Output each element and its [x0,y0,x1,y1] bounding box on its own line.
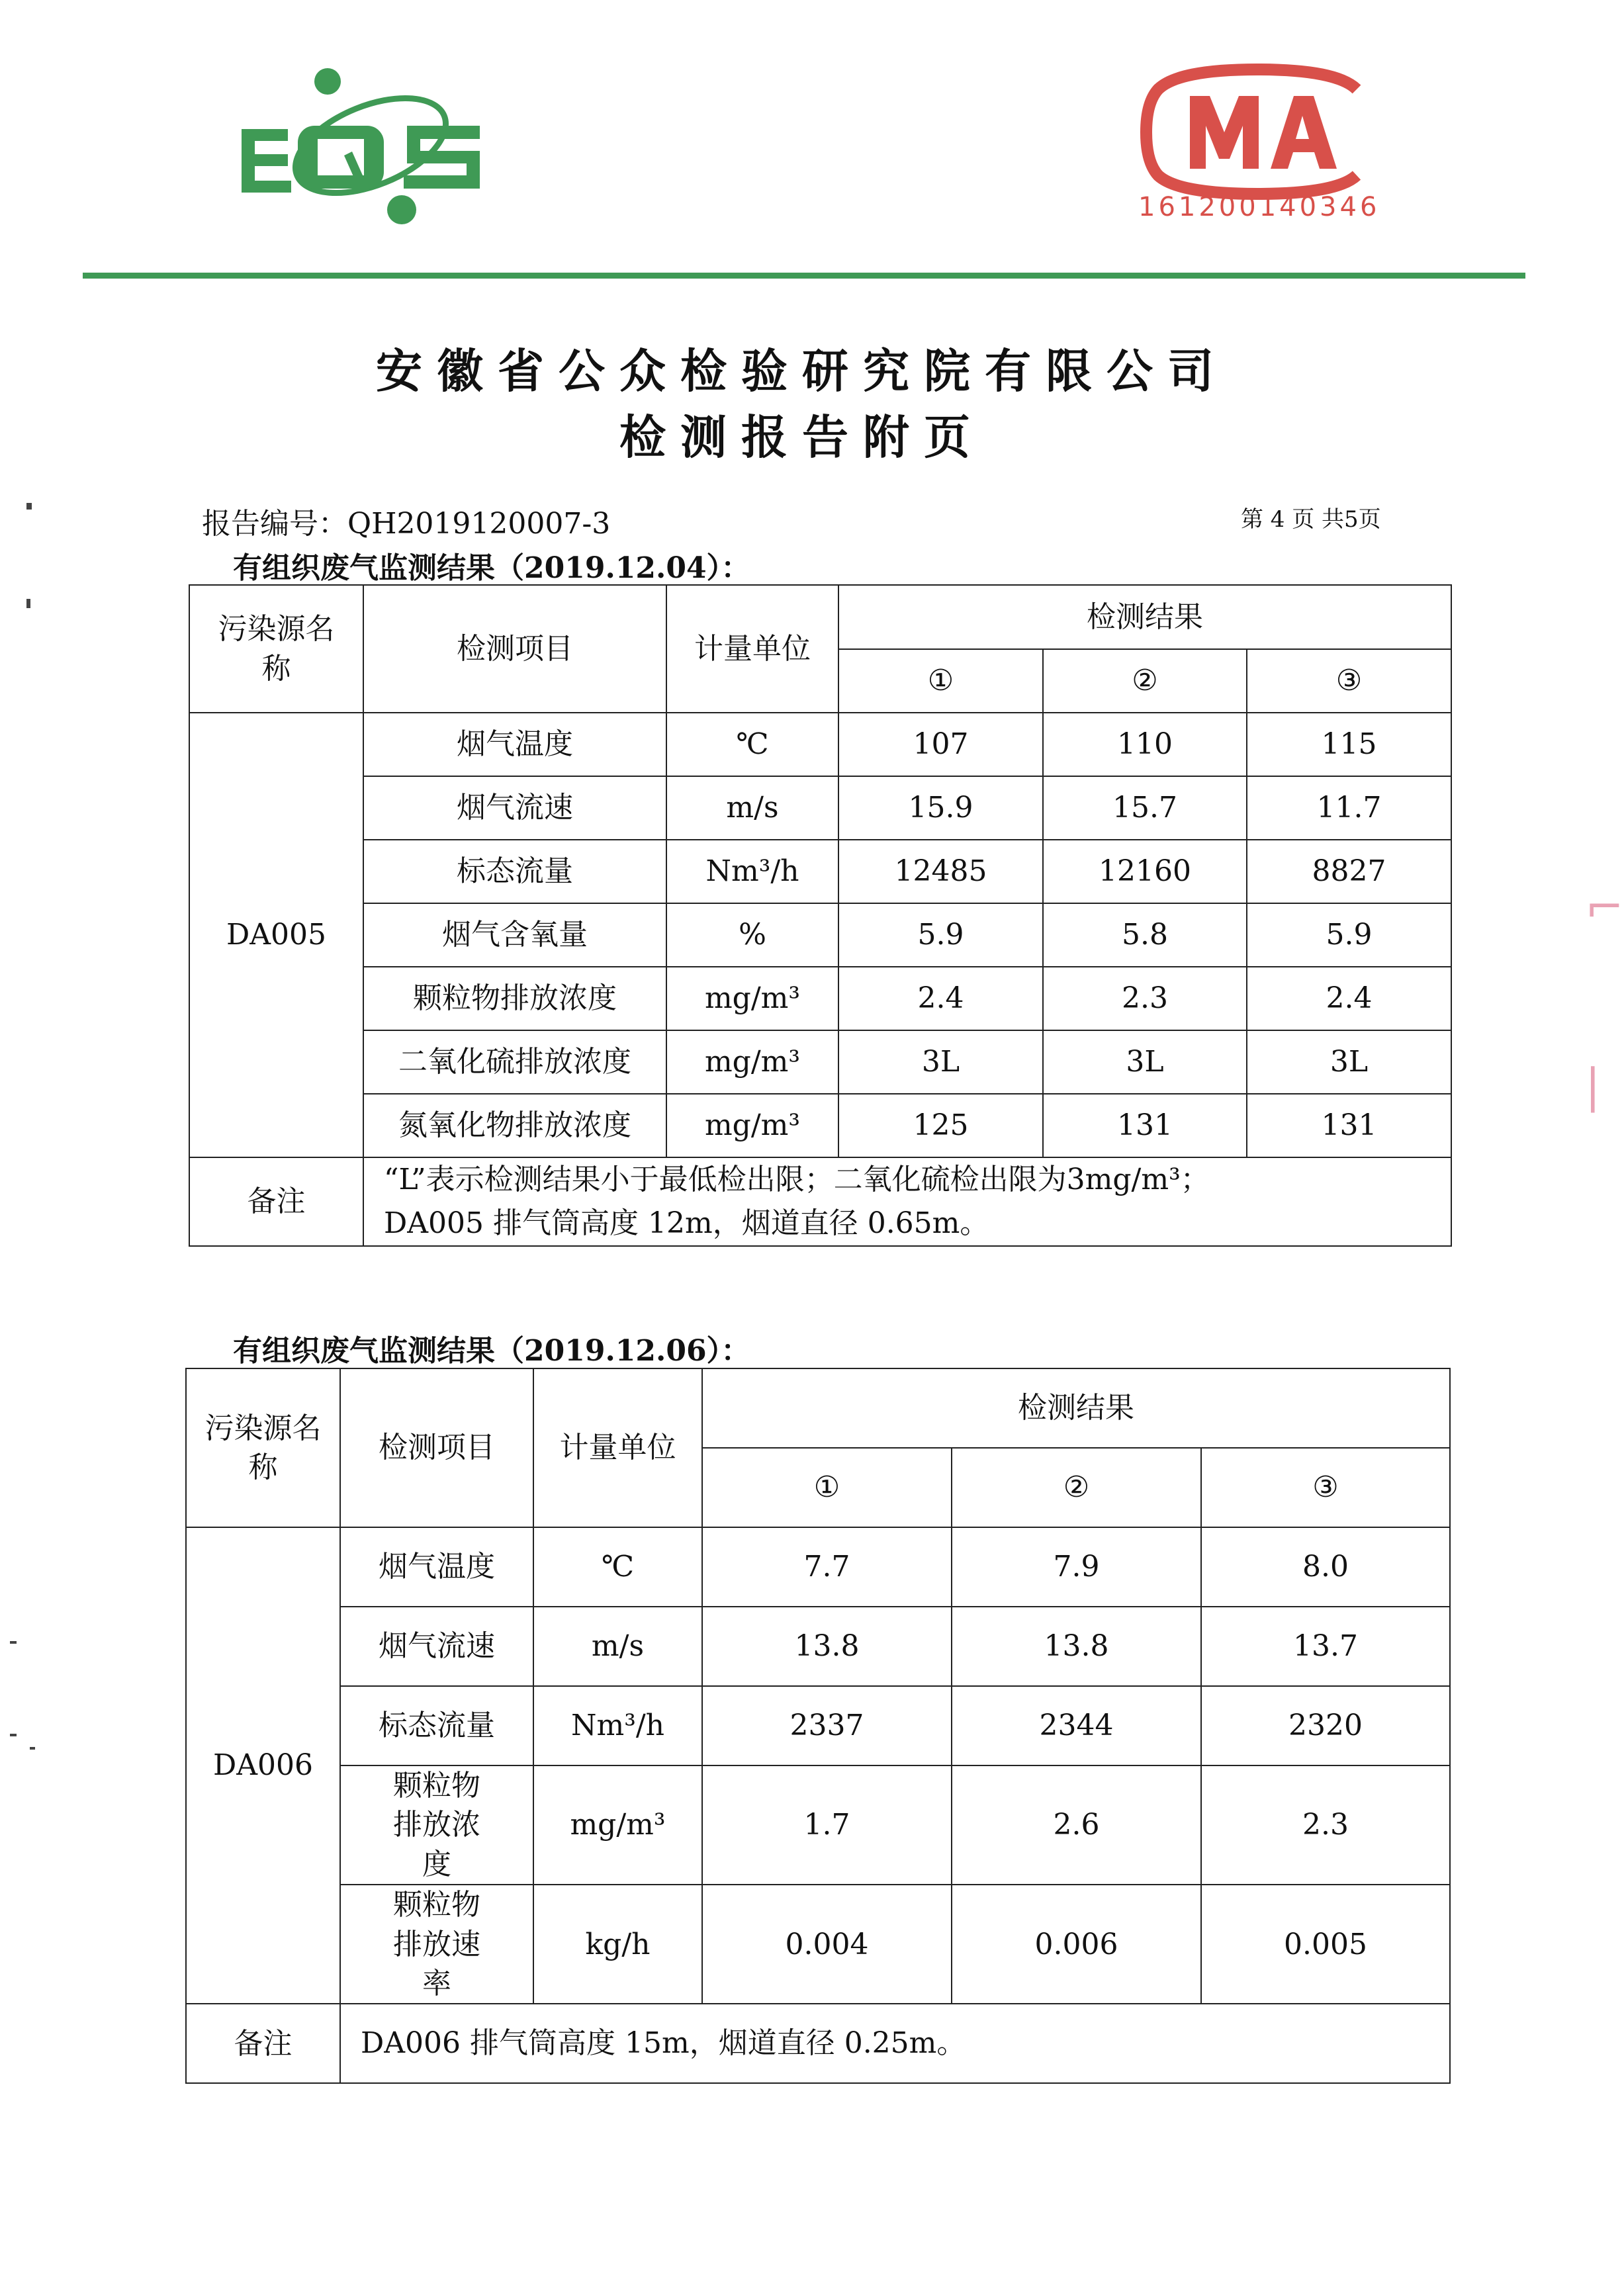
item-name-label: 颗粒物排放浓度 [392,1769,480,1881]
header-divider [83,273,1525,279]
value-cell: 5.9 [1247,903,1451,967]
cma-certificate-number: 161200140346 [1138,192,1380,222]
value-cell: 2344 [952,1686,1201,1765]
col-header-source [186,1368,340,1527]
item-name: 烟气含氧量 [363,903,666,967]
scan-mark [10,1641,17,1644]
report-number: 报告编号：QH2019120007-3 [202,507,611,541]
value-cell: 2.4 [838,967,1043,1030]
value-cell: 7.7 [702,1527,952,1607]
col-header-result: 检测结果 [702,1368,1450,1448]
item-name: 颗粒物排放浓度 [363,967,666,1030]
source-name: DA005 [189,713,363,1157]
item-name: 烟气流速 [340,1607,533,1686]
value-cell: 12160 [1043,840,1247,903]
table-row [186,1607,1450,1686]
header-source-label: 污染源名称 [204,1411,322,1484]
section-title-2: 有组织废气监测结果（2019.12.06）： [233,1334,750,1368]
page-indicator: 第 4 页 共5页 [1241,506,1381,533]
note-row [189,1157,1451,1246]
col-header-item: 检测项目 [363,585,666,713]
item-name [340,1885,533,2004]
unit: kg/h [533,1885,702,2004]
value-cell: 5.9 [838,903,1043,967]
unit: m/s [666,776,838,840]
table-row [189,1094,1451,1157]
table-row [186,1686,1450,1765]
table-row [189,1030,1451,1094]
header-row [186,1368,1450,1448]
note-line: DA005 排气筒高度 12m，烟道直径 0.65m。 [384,1206,989,1240]
value-cell: 107 [838,713,1043,776]
table-row [189,776,1451,840]
item-name: 氮氧化物排放浓度 [363,1094,666,1157]
value-cell: 2.3 [1201,1765,1450,1885]
item-name-label: 颗粒物排放速率 [392,1888,480,2000]
value-cell: 3L [838,1030,1043,1094]
run-header: ③ [1201,1448,1450,1527]
value-cell: 5.8 [1043,903,1247,967]
value-cell: 13.7 [1201,1607,1450,1686]
results-table-1 [189,584,1452,1247]
col-header-unit: 计量单位 [666,585,838,713]
value-cell: 2.4 [1247,967,1451,1030]
value-cell: 12485 [838,840,1043,903]
note-row [186,2004,1450,2083]
table-row [186,1885,1450,2004]
table-row [186,1527,1450,1607]
header-source-label: 污染源名称 [218,612,335,686]
unit: mg/m³ [666,967,838,1030]
item-name [340,1765,533,1885]
unit: mg/m³ [666,1094,838,1157]
col-header-unit: 计量单位 [533,1368,702,1527]
scan-mark [10,1734,17,1736]
item-name: 二氧化硫排放浓度 [363,1030,666,1094]
value-cell: 0.004 [702,1885,952,2004]
item-name: 标态流量 [340,1686,533,1765]
header-row [189,585,1451,649]
note-label: 备注 [189,1157,363,1246]
scan-mark [26,599,30,608]
run-header: ① [838,649,1043,713]
note-label: 备注 [186,2004,340,2083]
unit: Nm³/h [666,840,838,903]
value-cell: 8.0 [1201,1527,1450,1607]
value-cell: 2320 [1201,1686,1450,1765]
value-cell: 13.8 [702,1607,952,1686]
value-cell: 0.006 [952,1885,1201,2004]
table-row [189,840,1451,903]
item-name: 标态流量 [363,840,666,903]
item-name: 烟气流速 [363,776,666,840]
eqs-logo [235,63,500,228]
value-cell: 2337 [702,1686,952,1765]
report-title: 检测报告附页 [619,410,985,465]
value-cell: 3L [1043,1030,1247,1094]
stamp-edge-mark: ⌐ [1585,880,1624,934]
value-cell: 15.7 [1043,776,1247,840]
value-cell: 3L [1247,1030,1451,1094]
value-cell: 2.3 [1043,967,1247,1030]
unit: ℃ [533,1527,702,1607]
unit: mg/m³ [533,1765,702,1885]
value-cell: 110 [1043,713,1247,776]
item-name: 烟气温度 [363,713,666,776]
source-name: DA006 [186,1527,340,2004]
table-row [189,903,1451,967]
value-cell: 11.7 [1247,776,1451,840]
run-header: ② [1043,649,1247,713]
note-line: DA006 排气筒高度 15m，烟道直径 0.25m。 [361,2026,966,2061]
note-text [363,1157,1451,1246]
col-header-source [189,585,363,713]
table-row [186,1765,1450,1885]
col-header-item: 检测项目 [340,1368,533,1527]
value-cell: 115 [1247,713,1451,776]
value-cell: 1.7 [702,1765,952,1885]
table-row [189,967,1451,1030]
company-title: 安徽省公众检验研究院有限公司 [376,343,1228,398]
value-cell: 13.8 [952,1607,1201,1686]
cma-logo-mark [1146,69,1357,194]
run-header: ③ [1247,649,1451,713]
value-cell: 131 [1043,1094,1247,1157]
value-cell: 131 [1247,1094,1451,1157]
unit: ℃ [666,713,838,776]
value-cell: 15.9 [838,776,1043,840]
eqs-logo-mark [242,68,480,224]
value-cell: 0.005 [1201,1885,1450,2004]
note-line: “L”表示检测结果小于最低检出限；二氧化硫检出限为3mg/m³； [384,1163,1210,1196]
stamp-edge-mark: | [1585,1059,1601,1113]
col-header-result: 检测结果 [838,585,1451,649]
unit: Nm³/h [533,1686,702,1765]
value-cell: 8827 [1247,840,1451,903]
item-name: 烟气温度 [340,1527,533,1607]
value-cell: 125 [838,1094,1043,1157]
unit: mg/m³ [666,1030,838,1094]
table-row [189,713,1451,776]
scan-mark [30,1747,35,1750]
results-table-2 [185,1368,1451,2084]
value-cell: 2.6 [952,1765,1201,1885]
run-header: ① [702,1448,952,1527]
unit: % [666,903,838,967]
scan-mark [26,503,32,510]
unit: m/s [533,1607,702,1686]
value-cell: 7.9 [952,1527,1201,1607]
run-header: ② [952,1448,1201,1527]
section-title-1: 有组织废气监测结果（2019.12.04）： [233,551,750,585]
note-text [340,2004,1450,2083]
